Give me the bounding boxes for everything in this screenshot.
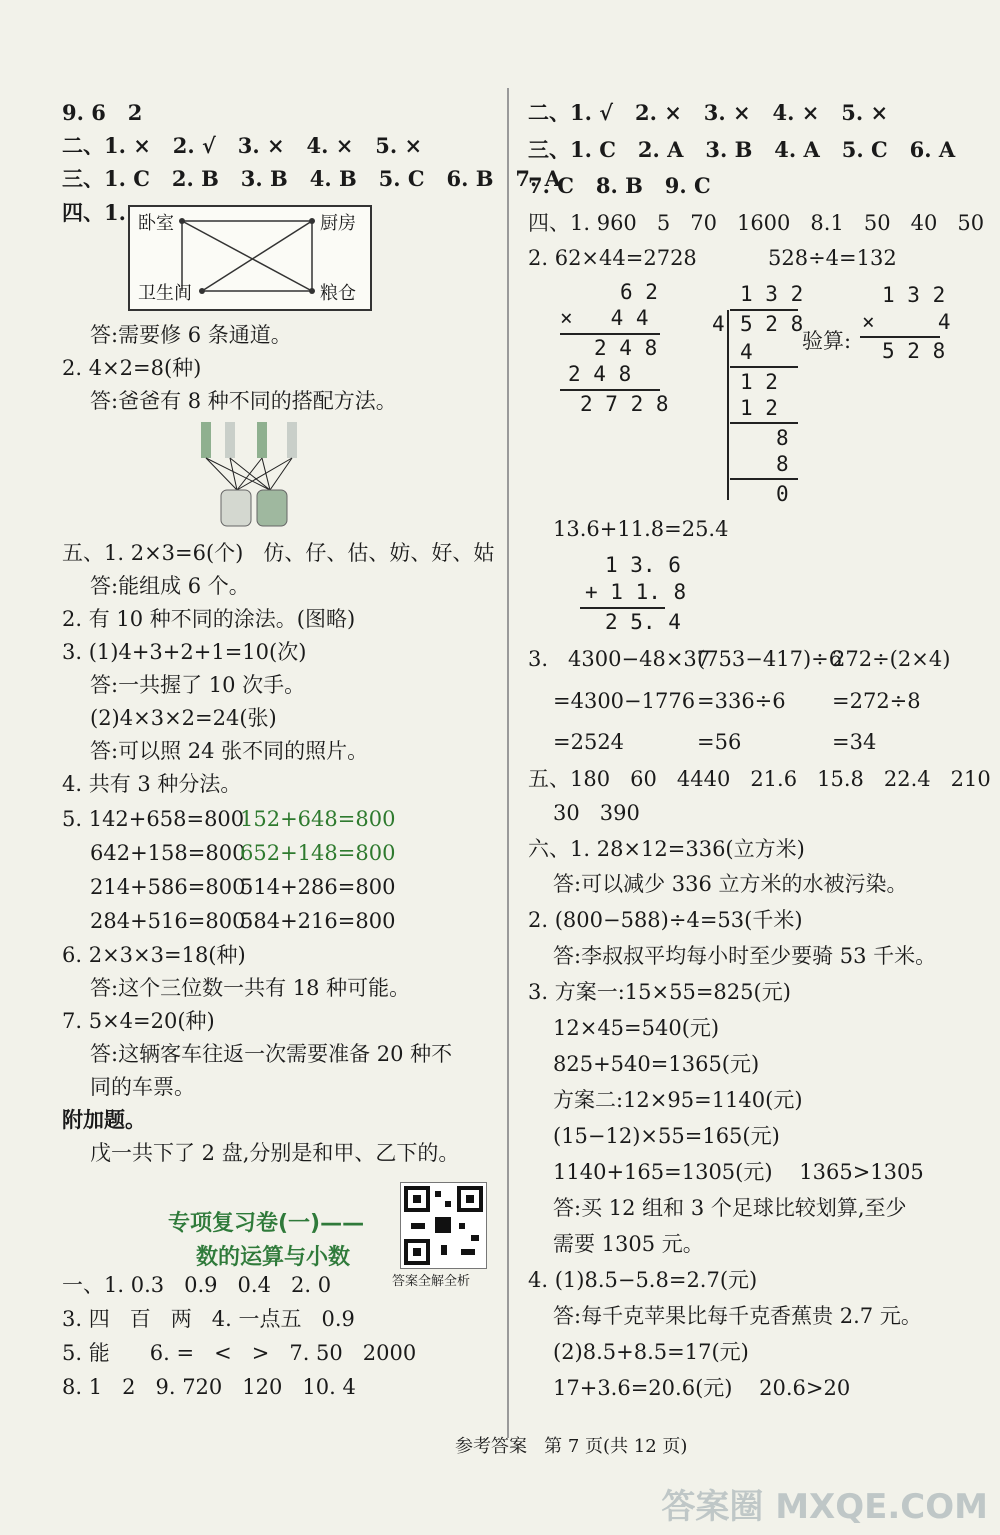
- answer-line: =56: [697, 730, 742, 754]
- answer-line: 方案二:12×95=1140(元): [553, 1088, 803, 1112]
- mult-partial: 2 4 8: [594, 336, 658, 360]
- calc-rule: [730, 366, 798, 368]
- answer-line: 一、1. 0.3 0.9 0.4 2. 0: [62, 1273, 332, 1297]
- answer-line: 272÷(2×4): [832, 647, 951, 671]
- qr-code: [400, 1182, 487, 1269]
- check-label: 验算:: [802, 329, 852, 353]
- answer-line: 825+540=1365(元): [553, 1052, 760, 1076]
- add-operand-b: + 1 1. 8: [585, 580, 687, 604]
- answer-line: 答:这个三位数一共有 18 种可能。: [90, 976, 411, 1000]
- answer-line: 5. 142+658=800: [62, 807, 245, 831]
- answer-line: =4300−1776: [553, 689, 696, 713]
- answer-line: 4. 共有 3 种分法。: [62, 772, 242, 796]
- calc-rule: [580, 607, 665, 609]
- mult-partial: 2 4 8: [568, 362, 632, 386]
- calc-rule: [860, 336, 940, 338]
- answer-line: 652+148=800: [240, 841, 396, 865]
- answer-line: 2. 4×2=8(种): [62, 356, 202, 380]
- answer-line: 三、1. C 2. A 3. B 4. A 5. C 6. A: [528, 137, 956, 162]
- answer-line: 答:可以照 24 张不同的照片。: [90, 739, 369, 763]
- watermark-text: 答案圈 MXQE.COM: [661, 1487, 988, 1527]
- answer-line: 四、1.: [62, 200, 126, 225]
- answer-line: =2524: [553, 730, 625, 754]
- answer-line: 2. 62×44=2728: [528, 246, 697, 270]
- diagram-label-kitchen: 厨房: [320, 213, 356, 234]
- answer-line: 5. 能 6. = < > 7. 50 2000: [62, 1341, 417, 1365]
- answer-line: 二、1. × 2. √ 3. × 4. × 5. ×: [62, 133, 423, 158]
- div-step: 8: [776, 452, 789, 476]
- div-step: 8: [776, 426, 789, 450]
- answer-line: 答:能组成 6 个。: [90, 574, 250, 598]
- answer-line: 答:李叔叔平均每小时至少要骑 53 千米。: [553, 944, 937, 968]
- answer-line: =272÷8: [832, 689, 921, 713]
- answer-line: 30 390: [553, 801, 640, 825]
- answer-line: 答:可以减少 336 立方米的水被污染。: [553, 872, 908, 896]
- answer-line: 答:一共握了 10 次手。: [90, 673, 306, 697]
- answer-line: 9. 6 2: [62, 100, 143, 125]
- answer-line: 3. 方案一:15×55=825(元): [528, 980, 791, 1004]
- answer-line: 514+286=800: [240, 875, 396, 899]
- answer-line: 答:买 12 组和 3 个足球比较划算,至少: [553, 1196, 907, 1220]
- answer-line: 二、1. √ 2. × 3. × 4. × 5. ×: [528, 100, 889, 125]
- div-remainder: 0: [776, 482, 789, 506]
- calc-rule: [560, 389, 660, 391]
- page-footer: 参考答案 第 7 页(共 12 页): [455, 1436, 688, 1457]
- answer-line: =336÷6: [697, 689, 786, 713]
- answer-line: (2)4×3×2=24(张): [90, 706, 277, 730]
- answer-line: 214+586=800: [90, 875, 246, 899]
- section-title: 专项复习卷(一)——: [168, 1211, 365, 1236]
- mult-operand-b: × 4 4: [560, 306, 649, 330]
- answer-line: 五、1. 2×3=6(个) 仿、仔、估、妨、好、姑: [62, 541, 495, 565]
- answer-line: 答:这辆客车往返一次需要准备 20 种不: [90, 1042, 453, 1066]
- answer-line: 12×45=540(元): [553, 1016, 720, 1040]
- calc-rule: [560, 333, 660, 335]
- answer-line: 同的车票。: [90, 1075, 195, 1099]
- answer-line: 戊一共下了 2 盘,分别是和甲、乙下的。: [90, 1141, 460, 1165]
- answer-line: 642+158=800: [90, 841, 246, 865]
- answer-line: 答:每千克苹果比每千克香蕉贵 2.7 元。: [553, 1304, 922, 1328]
- add-result: 2 5. 4: [605, 610, 681, 634]
- section-subtitle: 数的运算与小数: [196, 1245, 351, 1270]
- answer-line: (15−12)×55=165(元): [553, 1124, 780, 1148]
- mult-operand-a: 6 2: [620, 280, 658, 304]
- answer-line: 3. 四 百 两 4. 一点五 0.9: [62, 1307, 355, 1331]
- answer-line: 六、1. 28×12=336(立方米): [528, 837, 805, 861]
- answer-line: 3. 4300−48×37: [528, 647, 711, 671]
- answer-line: 284+516=800: [90, 909, 246, 933]
- calc-rule: [730, 309, 798, 311]
- answer-line: 需要 1305 元。: [553, 1232, 704, 1256]
- answer-line: 四、1. 960 5 70 1600 8.1 50 40 50: [528, 211, 985, 235]
- answer-line: 1140+165=1305(元) 1365>1305: [553, 1160, 924, 1184]
- answer-line: 7. 5×4=20(种): [62, 1009, 215, 1033]
- answer-line: 152+648=800: [240, 807, 396, 831]
- answer-line: 答:需要修 6 条通道。: [90, 323, 292, 347]
- answer-line: 2. (800−588)÷4=53(千米): [528, 908, 803, 932]
- check-result: 5 2 8: [882, 339, 946, 363]
- answer-line: 2. 有 10 种不同的涂法。(图略): [62, 607, 356, 631]
- div-dividend: 5 2 8: [740, 312, 804, 336]
- watermark: [661, 1489, 988, 1525]
- diagram-label-bathroom: 卫生间: [138, 283, 192, 304]
- answer-line: 8. 1 2 9. 720 120 10. 4: [62, 1375, 356, 1399]
- clothing-pairing-illustration: [195, 420, 315, 530]
- div-step: 1 2: [740, 370, 778, 394]
- div-step: 4: [740, 340, 753, 364]
- answer-line: 6. 2×3×3=18(种): [62, 943, 246, 967]
- check-operand-a: 1 3 2: [882, 283, 946, 307]
- qr-label: 答案全解全析: [392, 1274, 471, 1289]
- diagram-label-bedroom: 卧室: [138, 213, 174, 234]
- answer-line: =34: [832, 730, 877, 754]
- div-step: 1 2: [740, 396, 778, 420]
- answer-line: 13.6+11.8=25.4: [553, 517, 729, 541]
- answer-line: 三、1. C 2. B 3. B 4. B 5. C 6. B 7. A: [62, 166, 561, 191]
- diagram-label-granary: 粮仓: [320, 283, 356, 304]
- answer-line: 答:爸爸有 8 种不同的搭配方法。: [90, 389, 397, 413]
- answer-line: 3. (1)4+3+2+1=10(次): [62, 640, 307, 664]
- answer-line: (2)8.5+8.5=17(元): [553, 1340, 749, 1364]
- answer-line: 584+216=800: [240, 909, 396, 933]
- answer-line: (753−417)÷6: [697, 647, 843, 671]
- div-bracket: [727, 310, 729, 500]
- answer-line: 附加题。: [62, 1107, 146, 1132]
- calc-rule: [730, 422, 798, 424]
- answer-line: 7. C 8. B 9. C: [528, 173, 711, 198]
- mult-result: 2 7 2 8: [580, 392, 669, 416]
- answer-line: 五、180 60 4440 21.6 15.8 22.4 210: [528, 767, 991, 791]
- add-operand-a: 1 3. 6: [605, 553, 681, 577]
- div-quotient: 1 3 2: [740, 282, 804, 306]
- answer-line: 17+3.6=20.6(元) 20.6>20: [553, 1376, 851, 1400]
- answer-line: 4. (1)8.5−5.8=2.7(元): [528, 1268, 758, 1292]
- calc-rule: [730, 478, 798, 480]
- div-divisor: 4: [712, 312, 725, 336]
- column-divider: [507, 88, 509, 1438]
- answer-line: 528÷4=132: [768, 246, 897, 270]
- room-diagram: [128, 205, 372, 311]
- check-operand-b: × 4: [862, 310, 951, 334]
